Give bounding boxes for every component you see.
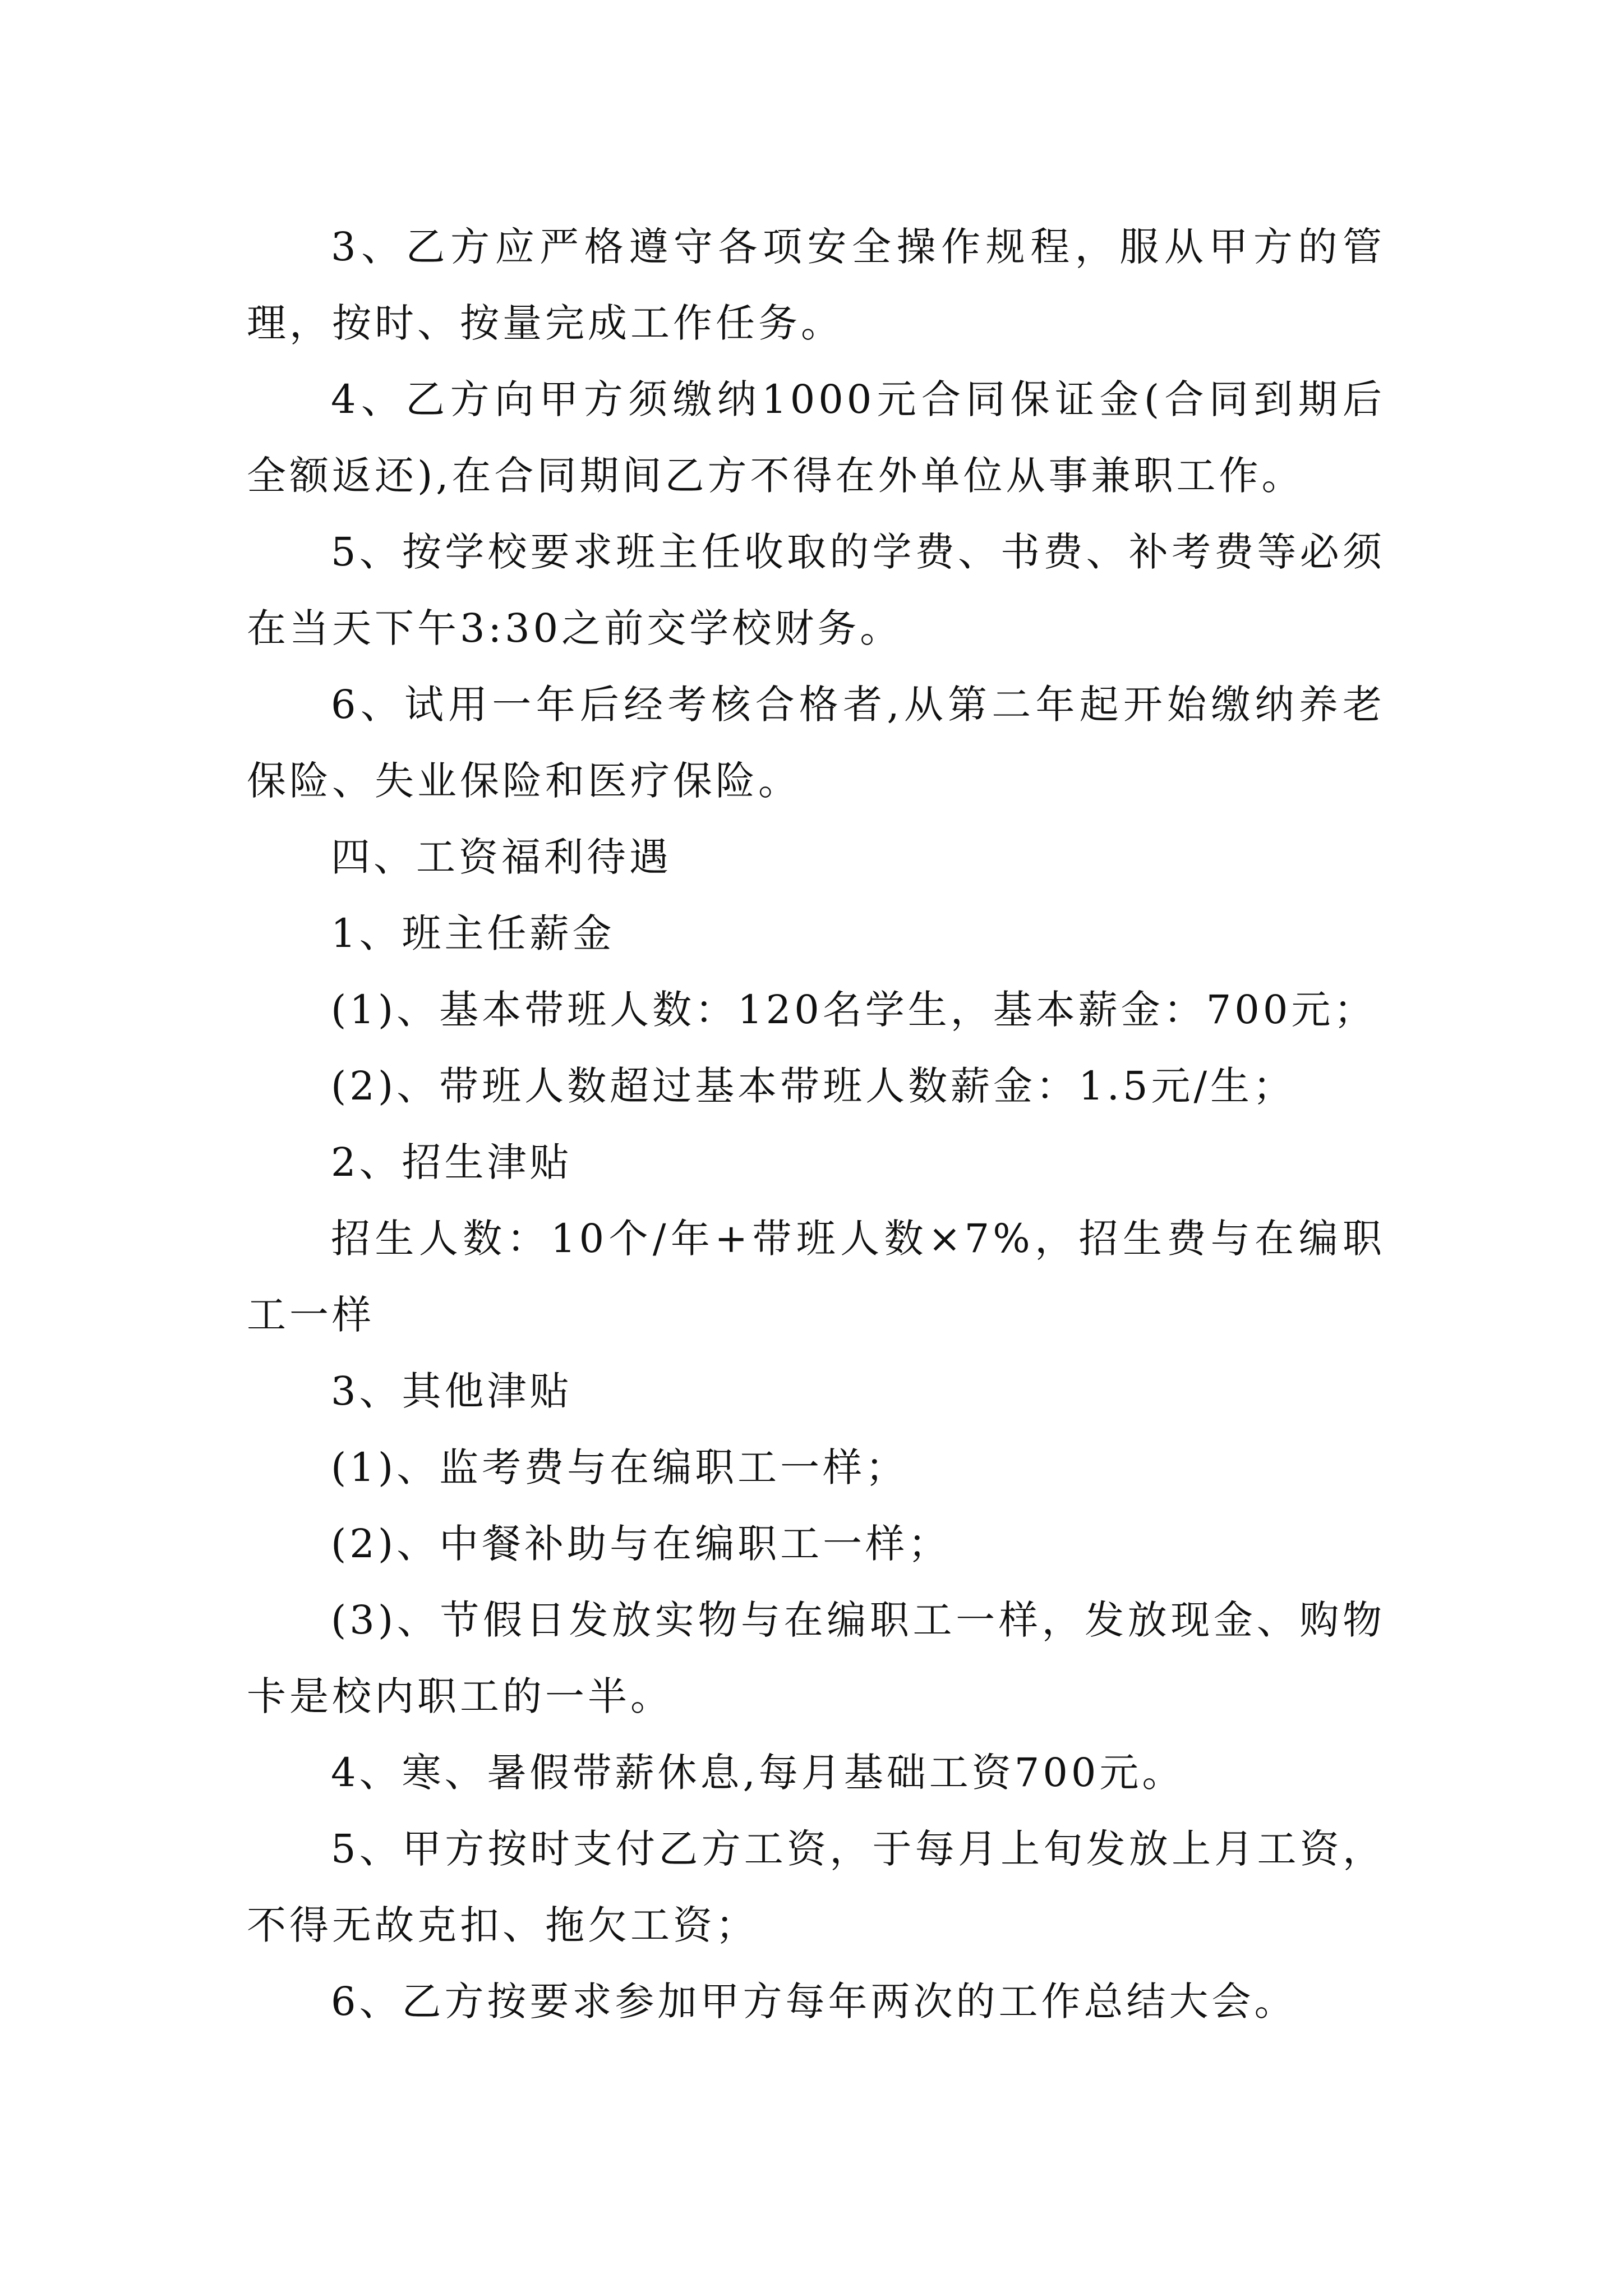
clause-3-safety: 3、乙方应严格遵守各项安全操作规程，服从甲方的管理，按时、按量完成工作任务。 [247, 224, 1385, 346]
item-5-salary-payment: 5、甲方按时支付乙方工资，于每月上旬发放上月工资，不得无故克扣、拖欠工资； [247, 1826, 1385, 1948]
clause-4-deposit: 4、乙方向甲方须缴纳1000元合同保证金(合同到期后全额返还),在合同期间乙方不得在外单位从事兼职工作。 [247, 376, 1385, 499]
document-body [247, 209, 1385, 2040]
section-heading-salary: 四、工资福利待遇 [331, 834, 672, 880]
item-1-1-base-salary: (1)、基本带班人数：120名学生，基本薪金：700元； [331, 987, 1377, 1033]
item-6-summary-meeting: 6、乙方按要求参加甲方每年两次的工作总结大会。 [331, 1978, 1297, 2024]
enrollment-count: 招生人数：10个/年+带班人数×7%，招生费与在编职工一样 [247, 1216, 1385, 1338]
item-1-2-extra-salary: (2)、带班人数超过基本带班人数薪金：1.5元/生； [331, 1063, 1296, 1109]
clause-5-fees: 5、按学校要求班主任收取的学费、书费、补考费等必须在当天下午3:30之前交学校财务。 [247, 529, 1385, 651]
item-3-other-allowances: 3、其他津贴 [331, 1368, 573, 1414]
item-3-2-lunch-subsidy: (2)、中餐补助与在编职工一样； [331, 1521, 951, 1567]
item-4-paid-vacation: 4、寒、暑假带薪休息,每月基础工资700元。 [331, 1750, 1185, 1796]
item-3-3-holiday-benefits: (3)、节假日发放实物与在编职工一样，发放现金、购物卡是校内职工的一半。 [247, 1597, 1385, 1719]
clause-6-insurance: 6、试用一年后经考核合格者,从第二年起开始缴纳养老保险、失业保险和医疗保险。 [247, 682, 1385, 804]
item-2-enrollment-allowance: 2、招生津贴 [331, 1139, 573, 1185]
item-1-head-teacher-salary: 1、班主任薪金 [331, 910, 615, 956]
item-3-1-invigilation-fee: (1)、监考费与在编职工一样； [331, 1444, 909, 1490]
